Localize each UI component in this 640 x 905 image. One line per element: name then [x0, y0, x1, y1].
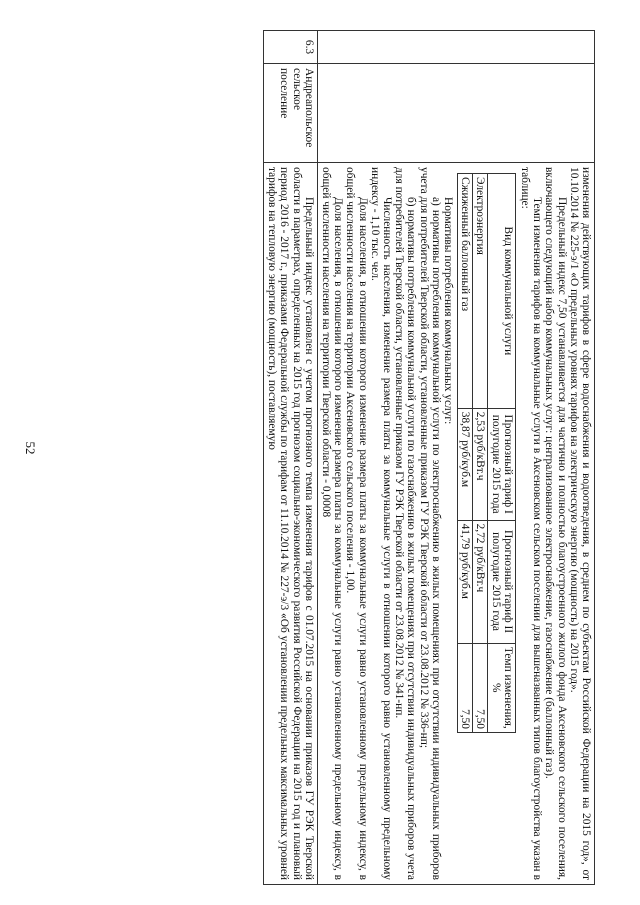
cell-change: 7,50 — [457, 643, 472, 732]
paragraph: Доля населения, в отношении которого изменение размера платы за коммунальные услуги равно установленному предельному индексу, в общей численности населения на территории Аксеновского сельского поселения - 1,00. — [344, 167, 369, 880]
paragraph: Предельный индекс установлен с учетом прогнозного темпа изменения тарифов с 01.07.2015 на основании приказов ГУ РЭК Тверской области в параметрах, определенных на 2015 год прогнозом социально-экономического развития Российской Федерации на 2015 год и плановый период 2016 - 2017 г., приказами Федеральной службы по тарифам от 11.10.2014 № 227-э/3 «Об установлении предельных максимальных уровней тарифов на тепловую энергию (мощность), поставляемую — [266, 167, 315, 880]
table-row — [263, 31, 317, 885]
header-tariff-h2: Прогнозный тариф II полугодие 2015 года — [488, 520, 515, 643]
document-table — [263, 30, 595, 885]
paragraph: Предельный индекс 7,50 устанавливается для частично и полностью благоустроенного жилого фонда Аксеновского сельского поселения, включающего следующий набор коммунальных услуг: централизованное электроснабжение, газоснабжение (баллонный газ). — [543, 167, 568, 880]
row-number-cell — [317, 31, 594, 64]
cell-tariff-h1: 38,87 руб/куб.м — [457, 408, 472, 520]
paragraph: а) нормативы потребления коммунальной услуги по электроснабжению в жилых помещениях при отсутствии индивидуальных приборов учета для потребителей Тверской области, установленные приказом ГУ РЭК Тверской области от 23.08.2012 № 336-нп; — [417, 167, 442, 880]
paragraph: б) нормативы потребления коммунальной услуги по газоснабжению в жилых помещениях при отсутствии индивидуальных приборов учета для потребителей Тверской области, установленные приказом ГУ РЭК Тверской области от 23.08.2012 № 341-нп. — [393, 167, 418, 880]
row-text-cell — [263, 163, 317, 885]
tariff-table — [457, 173, 516, 733]
header-service: Вид коммунальной услуги — [488, 174, 515, 409]
row-name-cell — [317, 64, 594, 163]
page-number: 52 — [23, 441, 38, 455]
tariff-row — [473, 174, 488, 733]
paragraph: Доля населения, в отношении которого изменение размера платы за коммунальные услуги равно установленному предельному индексу, в общей численности населения на территории Тверской области - 0,0008 — [319, 167, 345, 880]
header-change: Темп изменения, % — [488, 643, 515, 732]
cell-tariff-h2: 2,72 руб/кВт.ч — [473, 520, 488, 643]
paragraph: Численность населения, изменение размера платы за коммунальные услуги в отношении которого равно установленному предельному индексу - 1,10 тыс. чел. — [368, 167, 393, 880]
row-text-cell — [317, 163, 594, 885]
tariff-row — [457, 174, 472, 733]
cell-service: Электроэнергия — [473, 174, 488, 409]
rotated-content — [60, 30, 595, 885]
cell-change: 7,50 — [473, 643, 488, 732]
table-row — [317, 31, 594, 885]
cell-tariff-h2: 41,79 руб/куб.м — [457, 520, 472, 643]
row-name-cell: Андреапольское сельское поселение — [263, 64, 317, 163]
tariff-table-header — [488, 174, 515, 733]
paragraph: изменения действующих тарифов в сфере водоснабжения и водоотведения, в среднем по субъектам Российской Федерации на 2015 год», от 10.10.2014 № 225-э/1 «О предельных уровнях тарифов на электрическую энергию (мощность) на 2015 год». — [567, 167, 592, 880]
cell-tariff-h1: 2,53 руб/кВт.ч — [473, 408, 488, 520]
row-number-cell: 6.3 — [263, 31, 317, 64]
cell-service: Сжиженный баллонный газ — [457, 174, 472, 409]
paragraph: Темп изменения тарифов на коммунальные услуги в Аксеновском сельском поселении для вышеназванных типов благоустройства указан в таблице: — [518, 167, 544, 880]
header-tariff-h1: Прогнозный тариф I полугодие 2015 года — [488, 408, 515, 520]
paragraph: Нормативы потребления коммунальных услуг: — [441, 197, 454, 425]
